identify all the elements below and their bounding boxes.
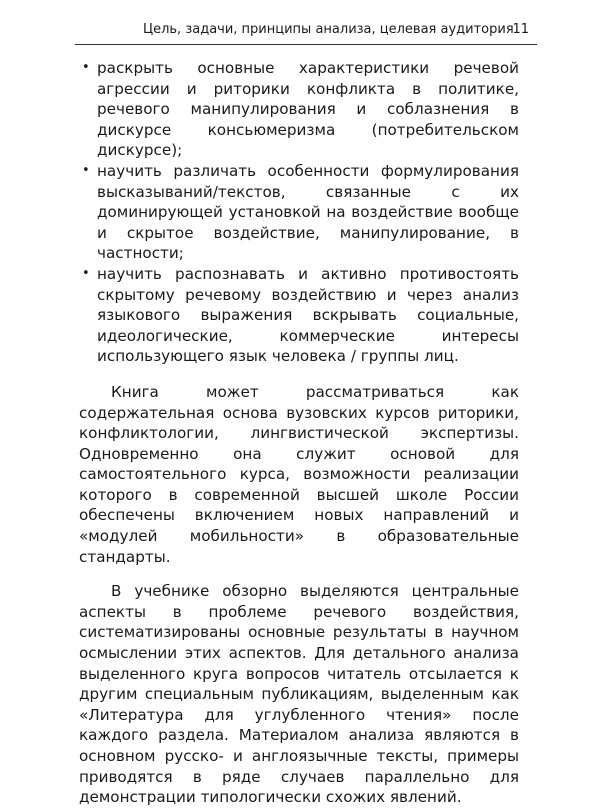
page-number: 11	[512, 22, 529, 37]
list-item-text: научить различать особенности формулирования высказываний/текстов, связанные с их доминирующей установкой на воздействие вообще и скрытое воздействие, манипулирование, в частности;	[97, 161, 519, 263]
list-item	[79, 264, 519, 367]
list-item	[79, 58, 519, 161]
header-title: Цель, задачи, принципы анализа, целевая аудитория	[143, 22, 514, 37]
page-body	[79, 58, 519, 808]
running-header	[75, 16, 537, 45]
list-item-text: научить распознавать и активно противостоять скрытому речевому воздействию и через анализ языкового выражения вскрывать социальные, идеологические, коммерческие интересы использующего язык человека / группы лиц.	[97, 264, 519, 366]
bullet-icon: •	[82, 162, 90, 178]
bullet-icon: •	[82, 60, 90, 75]
list-item	[79, 161, 519, 264]
paragraph: Книга может рассматриваться как содержательная основа вузовских курсов риторики, конфликтологии, лингвистической экспертизы. Одновременно она служит основой для самостоятельного курса, возможности реализации которого в современной высшей школе России обеспечены включением новых направлений и «модулей мобильности» в образовательные стандарты.	[79, 382, 519, 566]
goals-list	[79, 58, 519, 367]
list-item-text: раскрыть основные характеристики речевой агрессии и риторики конфликта в политике, речевого манипулирования и соблазнения в дискурсе консьюмеризма (потребительском дискурсе);	[97, 59, 519, 160]
bullet-icon: •	[82, 265, 90, 281]
paragraph: В учебнике обзорно выделяются центральные аспекты в проблеме речевого воздействия, систематизированы основные результаты в научном осмыслении этих аспектов. Для детального анализа выделенного круга вопросов читатель отсылается к другим специальным публикациям, выделенным как «Литература для углубленного чтения» после каждого раздела. Материалом анализа являются в основном русско- и англоязычные тексты, примеры приводятся в ряде случаев параллельно для демонстрации типологически схожих явлений.	[79, 582, 519, 807]
